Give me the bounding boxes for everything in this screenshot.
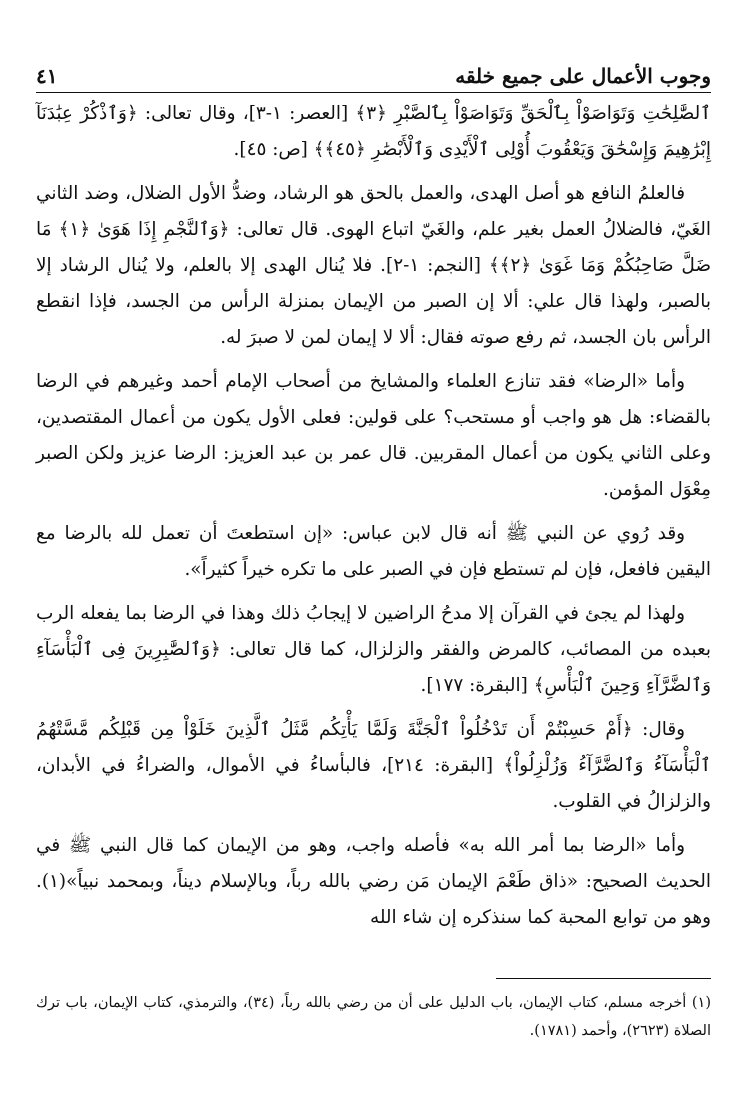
main-text (36, 96, 711, 944)
footnote: (١) أخرجه مسلم، كتاب الإيمان، باب الدليل على أن من رضي بالله رباً، (٣٤)، والترمذي، كتاب الإيمان، باب ترك الصلاة (٢٦٢٣)، وأحمد (١٧٨١). (36, 995, 712, 1039)
paragraph: وقال: ﴿أَمْ حَسِبْتُمْ أَن تَدْخُلُواْ ٱلْجَنَّةَ وَلَمَّا يَأْتِكُم مَّثَلُ ٱلَّذِينَ خَلَوْاْ مِن قَبْلِكُم مَّسَّتْهُمُ ٱلْبَأْسَآءُ وَٱلضَّرَّآءُ وَزُلْزِلُواْ﴾ [البقرة: ٢١٤]، فالبأساءُ في الأموال، والضراءُ في الأبدان، والزلزالُ في القلوب. (36, 719, 711, 812)
page-number: ٤١ (36, 64, 58, 88)
footnotes (36, 978, 711, 1045)
paragraph: فالعلمُ النافع هو أصل الهدى، والعمل بالحق هو الرشاد، وضدُّ الأول الضلال، وضد الثاني الغَيّ، فالضلالُ العمل بغير علم، والغَيّ اتباع الهوى. قال تعالى: ﴿وَٱلنَّجْمِ إِذَا هَوَىٰ ﴿١﴾ مَا ضَلَّ صَاحِبُكُمْ وَمَا غَوَىٰ ﴿٢﴾﴾ [النجم: ١-٢]. فلا يُنال الهدى إلا بالعلم، ولا يُنال الرشاد إلا بالصبر، ولهذا قال علي: ألا إن الصبر من الإيمان بمنزلة الرأس من الجسد، فإذا انقطع الرأس بان الجسد، ثم رفع صوته فقال: ألا لا إيمان لمن لا صبرَ له. (36, 183, 711, 348)
footnote-divider (496, 978, 711, 979)
paragraph: ٱلصَّٰلِحَٰتِ وَتَوَاصَوْاْ بِٱلْحَقِّ وَتَوَاصَوْاْ بِٱلصَّبْرِ ﴿٣﴾ [العصر: ١-٣]، وقال تعالى: ﴿وَٱذْكُرْ عِبَٰدَنَآ إِبْرَٰهِيمَ وَإِسْحَٰقَ وَيَعْقُوبَ أُوْلِى ٱلْأَيْدِى وَٱلْأَبْصَٰرِ ﴿٤٥﴾﴾ [ص: ٤٥]. (36, 103, 711, 160)
paragraph: وأما «الرضا» فقد تنازع العلماء والمشايخ من أصحاب الإمام أحمد وغيرهم في الرضا بالقضاء: هل هو واجب أو مستحب؟ على قولين: فعلى الأول يكون من أعمال المقتصدين، وعلى الثاني يكون من أعمال المقربين. قال عمر بن عبد العزيز: الرضا عزيز ولكن الصبر مِعْوَل المؤمن. (36, 371, 711, 500)
paragraph: ولهذا لم يجئ في القرآن إلا مدحُ الراضين لا إيجابُ ذلك وهذا في الرضا بما يفعله الرب بعبده من المصائب، كالمرض والفقر والزلزال، كما قال تعالى: ﴿وَٱلصَّٰبِرِينَ فِى ٱلْبَأْسَآءِ وَٱلضَّرَّآءِ وَحِينَ ٱلْبَأْسِ﴾ [البقرة: ١٧٧]. (36, 603, 711, 696)
page-header (36, 40, 711, 93)
running-title: وجوب الأعمال على جميع خلقه (455, 64, 711, 88)
paragraph: وأما «الرضا بما أمر الله به» فأصله واجب، وهو من الإيمان كما قال النبي ﷺ في الحديث الصحيح: «ذاق طَعْمَ الإيمان مَن رضي بالله رباً، وبالإسلام ديناً، وبمحمد نبياً»(١). وهو من توابع المحبة كما سنذكره إن شاء الله (36, 835, 711, 928)
paragraph: وقد رُوي عن النبي ﷺ أنه قال لابن عباس: «إن استطعتَ أن تعمل لله بالرضا مع اليقين فافعل، فإن لم تستطع فإن في الصبر على ما تكره خيراً كثيراً». (36, 523, 711, 580)
